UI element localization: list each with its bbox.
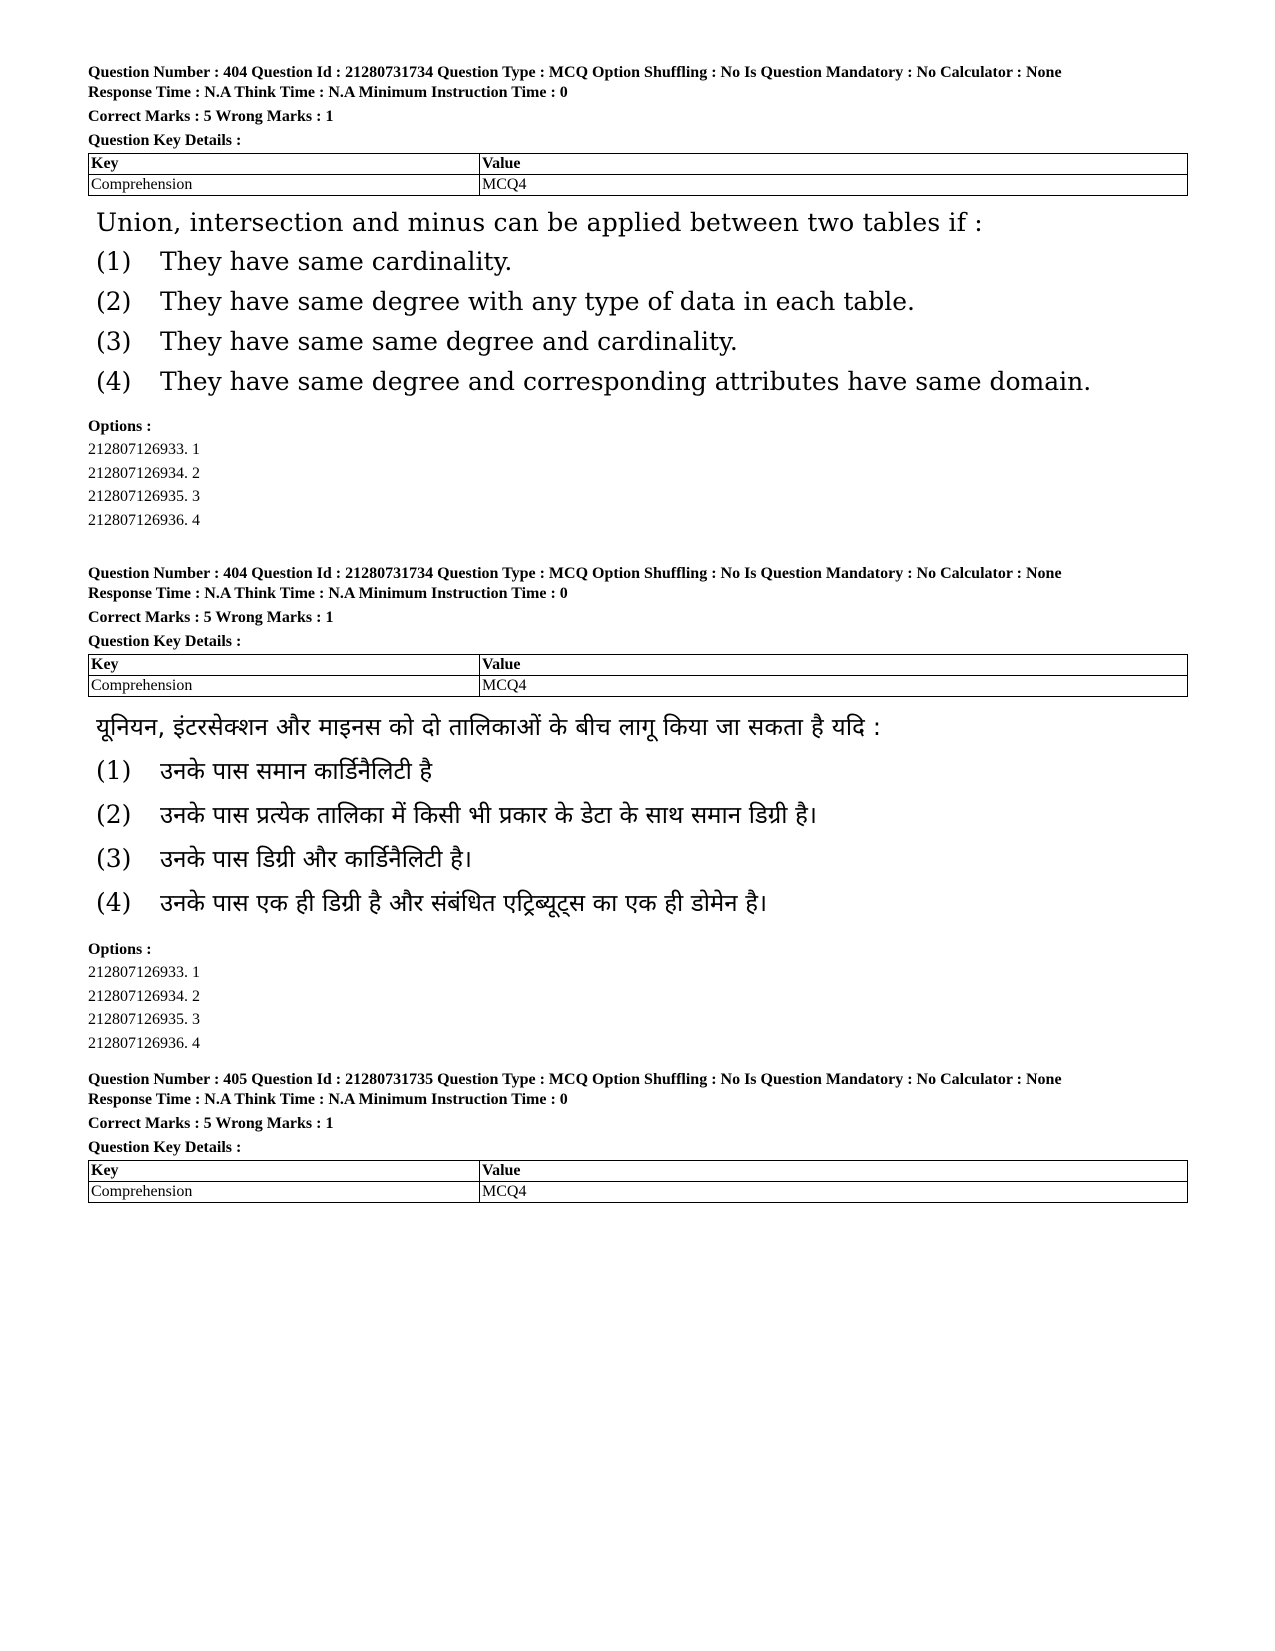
option-id: 212807126934. 2: [88, 464, 200, 482]
question-content: [96, 204, 1188, 402]
option-id: 212807126934. 2: [88, 987, 200, 1005]
question-block-2: [88, 564, 1188, 1055]
option-id: 212807126935. 3: [88, 488, 200, 505]
choice-text: उनके पास समान कार्डिनैलिटी है: [160, 757, 433, 785]
question-meta-line: Question Number : 404 Question Id : 21280731734 Question Type : MCQ Option Shuffling : No Is Question Mandatory : No Calculator : None: [88, 64, 1062, 81]
question-meta-line: Question Number : 404 Question Id : 21280731734 Question Type : MCQ Option Shuffling : No Is Question Mandatory : No Calculator : None: [88, 565, 1062, 582]
value-cell: MCQ4: [480, 175, 1188, 196]
choice-number: (1): [96, 247, 132, 276]
choice-item: [96, 793, 1188, 837]
option-id: 212807126933. 1: [88, 964, 200, 981]
choice-text: उनके पास एक ही डिग्री है और संबंधित एट्रिब्यूट्स का एक ही डोमेन है।: [160, 889, 768, 917]
options-label: Options :: [88, 941, 152, 958]
choice-number: (3): [96, 327, 132, 356]
question-timing-line: Response Time : N.A Think Time : N.A Minimum Instruction Time : 0: [88, 1091, 568, 1108]
key-cell: Comprehension: [89, 676, 480, 697]
key-details-table: [88, 654, 1188, 697]
value-header: Value: [480, 655, 1188, 676]
value-header: Value: [480, 154, 1188, 175]
key-details-label: Question Key Details :: [88, 132, 242, 149]
choice-text: They have same degree with any type of data in each table.: [160, 287, 916, 316]
key-details-table: [88, 1160, 1188, 1203]
choice-item: [96, 362, 1188, 402]
table-header-row: [89, 1161, 1188, 1182]
option-id: 212807126935. 3: [88, 1011, 200, 1028]
choice-item: [96, 242, 1188, 282]
choice-text: They have same degree and corresponding attributes have same domain.: [160, 367, 1092, 396]
question-stem: यूनियन, इंटरसेक्शन और माइनस को दो तालिकाओं के बीच लागू किया जा सकता है यदि :: [96, 713, 882, 741]
choice-number: (4): [96, 367, 132, 396]
choice-item: [96, 282, 1188, 322]
option-id: 212807126933. 1: [88, 441, 200, 458]
value-cell: MCQ4: [480, 1182, 1188, 1203]
table-row: [89, 676, 1188, 697]
choice-text: They have same same degree and cardinality.: [160, 327, 738, 356]
question-timing-line: Response Time : N.A Think Time : N.A Minimum Instruction Time : 0: [88, 84, 568, 101]
key-header: Key: [89, 655, 480, 676]
choice-text: उनके पास प्रत्येक तालिका में किसी भी प्रकार के डेटा के साथ समान डिग्री है।: [160, 801, 817, 829]
options-label: Options :: [88, 418, 152, 435]
key-cell: Comprehension: [89, 175, 480, 196]
choice-item: [96, 322, 1188, 362]
table-row: [89, 1182, 1188, 1203]
question-content: [96, 705, 1188, 925]
choice-item: [96, 749, 1188, 793]
question-block-1: [88, 63, 1188, 532]
key-cell: Comprehension: [89, 1182, 480, 1203]
choice-number: (1): [96, 756, 132, 785]
question-meta-line: Question Number : 405 Question Id : 21280731735 Question Type : MCQ Option Shuffling : No Is Question Mandatory : No Calculator : None: [88, 1071, 1062, 1088]
choice-item: [96, 881, 1188, 925]
choice-number: (2): [96, 800, 132, 829]
question-block-3: [88, 1070, 1188, 1203]
question-stem: Union, intersection and minus can be applied between two tables if :: [96, 208, 983, 237]
value-header: Value: [480, 1161, 1188, 1182]
choice-text: They have same cardinality.: [160, 247, 513, 276]
question-marks: Correct Marks : 5 Wrong Marks : 1: [88, 1115, 334, 1132]
choice-number: (4): [96, 888, 132, 917]
option-id: 212807126936. 4: [88, 1034, 200, 1052]
choice-number: (2): [96, 287, 132, 316]
key-details-table: [88, 153, 1188, 196]
key-header: Key: [89, 1161, 480, 1182]
question-marks: Correct Marks : 5 Wrong Marks : 1: [88, 108, 334, 125]
value-cell: MCQ4: [480, 676, 1188, 697]
table-row: [89, 175, 1188, 196]
question-marks: Correct Marks : 5 Wrong Marks : 1: [88, 609, 334, 626]
key-details-label: Question Key Details :: [88, 633, 242, 650]
choice-item: [96, 837, 1188, 881]
key-details-label: Question Key Details :: [88, 1139, 242, 1156]
key-header: Key: [89, 154, 480, 175]
question-timing-line: Response Time : N.A Think Time : N.A Minimum Instruction Time : 0: [88, 585, 568, 602]
table-header-row: [89, 655, 1188, 676]
choice-number: (3): [96, 844, 132, 873]
table-header-row: [89, 154, 1188, 175]
option-id: 212807126936. 4: [88, 511, 200, 529]
choice-text: उनके पास डिग्री और कार्डिनैलिटी है।: [160, 845, 472, 873]
